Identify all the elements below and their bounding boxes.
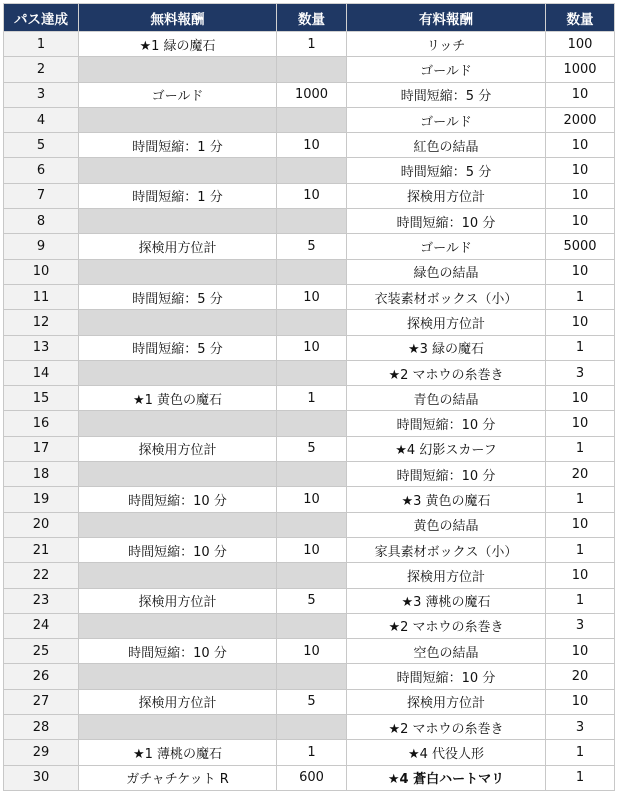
- free-reward-cell: 探検用方位計: [79, 588, 277, 613]
- table-row: [4, 462, 615, 487]
- free-reward-cell: [79, 664, 277, 689]
- free-quantity-cell: [277, 57, 347, 82]
- free-quantity-cell: [277, 411, 347, 436]
- free-reward-cell: ガチャチケット R: [79, 765, 277, 790]
- pass-level-cell: 19: [4, 487, 79, 512]
- paid-reward-cell: 時間短縮：5 分: [347, 82, 546, 107]
- free-quantity-cell: 10: [277, 335, 347, 360]
- pass-level-cell: 6: [4, 158, 79, 183]
- pass-level-cell: 16: [4, 411, 79, 436]
- table-row: [4, 57, 615, 82]
- table-row: [4, 537, 615, 562]
- table-row: [4, 360, 615, 385]
- paid-reward-cell: ★2 マホウの糸巻き: [347, 360, 546, 385]
- free-reward-cell: [79, 360, 277, 385]
- free-reward-cell: 時間短縮：5 分: [79, 335, 277, 360]
- header-free-quantity: 数量: [277, 4, 347, 32]
- free-reward-cell: ★1 緑の魔石: [79, 32, 277, 57]
- paid-reward-cell: 探検用方位計: [347, 689, 546, 714]
- free-quantity-cell: [277, 209, 347, 234]
- paid-quantity-cell: 10: [546, 411, 615, 436]
- pass-level-cell: 17: [4, 436, 79, 461]
- paid-reward-cell: 探検用方位計: [347, 183, 546, 208]
- free-reward-cell: 時間短縮：1 分: [79, 133, 277, 158]
- free-reward-cell: 探検用方位計: [79, 436, 277, 461]
- table-row: [4, 436, 615, 461]
- paid-reward-cell: 衣装素材ボックス（小）: [347, 284, 546, 309]
- pass-level-cell: 30: [4, 765, 79, 790]
- paid-quantity-cell: 10: [546, 310, 615, 335]
- paid-reward-cell: ★4 代役人形: [347, 740, 546, 765]
- free-reward-cell: 探検用方位計: [79, 234, 277, 259]
- paid-reward-cell: 緑色の結晶: [347, 259, 546, 284]
- pass-level-cell: 12: [4, 310, 79, 335]
- paid-quantity-cell: 10: [546, 386, 615, 411]
- pass-level-cell: 11: [4, 284, 79, 309]
- free-quantity-cell: 5: [277, 689, 347, 714]
- paid-reward-cell: 時間短縮：10 分: [347, 209, 546, 234]
- free-quantity-cell: 10: [277, 487, 347, 512]
- paid-reward-cell: 黄色の結晶: [347, 512, 546, 537]
- free-reward-cell: ★1 薄桃の魔石: [79, 740, 277, 765]
- paid-reward-cell: 空色の結晶: [347, 639, 546, 664]
- table-row: [4, 32, 615, 57]
- paid-reward-cell: ゴールド: [347, 107, 546, 132]
- free-quantity-cell: 10: [277, 133, 347, 158]
- paid-quantity-cell: 10: [546, 259, 615, 284]
- pass-level-cell: 27: [4, 689, 79, 714]
- table-row: [4, 107, 615, 132]
- table-row: [4, 259, 615, 284]
- free-quantity-cell: [277, 310, 347, 335]
- paid-reward-cell: ★4 幻影スカーフ: [347, 436, 546, 461]
- free-reward-cell: [79, 310, 277, 335]
- paid-quantity-cell: 1: [546, 487, 615, 512]
- pass-level-cell: 18: [4, 462, 79, 487]
- free-quantity-cell: 10: [277, 639, 347, 664]
- paid-reward-cell: 探検用方位計: [347, 310, 546, 335]
- free-quantity-cell: [277, 512, 347, 537]
- table-row: [4, 588, 615, 613]
- paid-reward-cell: 家具素材ボックス（小）: [347, 537, 546, 562]
- paid-reward-cell: ゴールド: [347, 57, 546, 82]
- paid-quantity-cell: 20: [546, 664, 615, 689]
- free-quantity-cell: [277, 613, 347, 638]
- paid-quantity-cell: 1: [546, 588, 615, 613]
- paid-quantity-cell: 10: [546, 639, 615, 664]
- free-quantity-cell: [277, 360, 347, 385]
- paid-quantity-cell: 1: [546, 335, 615, 360]
- table-row: [4, 664, 615, 689]
- free-quantity-cell: 5: [277, 436, 347, 461]
- paid-reward-cell: 探検用方位計: [347, 563, 546, 588]
- free-reward-cell: 時間短縮：1 分: [79, 183, 277, 208]
- header-pass-level: パス達成: [4, 4, 79, 32]
- pass-level-cell: 10: [4, 259, 79, 284]
- free-quantity-cell: [277, 664, 347, 689]
- free-quantity-cell: [277, 107, 347, 132]
- free-reward-cell: ★1 黄色の魔石: [79, 386, 277, 411]
- table-row: [4, 133, 615, 158]
- free-reward-cell: [79, 107, 277, 132]
- pass-level-cell: 14: [4, 360, 79, 385]
- free-quantity-cell: [277, 462, 347, 487]
- paid-quantity-cell: 3: [546, 715, 615, 740]
- table-row: [4, 689, 615, 714]
- free-reward-cell: ゴールド: [79, 82, 277, 107]
- table-row: [4, 209, 615, 234]
- table-row: [4, 765, 615, 790]
- free-quantity-cell: 1: [277, 32, 347, 57]
- header-paid-reward: 有料報酬: [347, 4, 546, 32]
- paid-reward-cell: 時間短縮：5 分: [347, 158, 546, 183]
- free-reward-cell: [79, 715, 277, 740]
- paid-quantity-cell: 1: [546, 436, 615, 461]
- paid-quantity-cell: 3: [546, 613, 615, 638]
- pass-level-cell: 24: [4, 613, 79, 638]
- free-quantity-cell: 1: [277, 740, 347, 765]
- free-reward-cell: [79, 158, 277, 183]
- paid-quantity-cell: 1: [546, 537, 615, 562]
- free-reward-cell: [79, 563, 277, 588]
- paid-reward-cell: 時間短縮：10 分: [347, 462, 546, 487]
- free-quantity-cell: [277, 563, 347, 588]
- header-row: [4, 4, 615, 32]
- paid-reward-cell: ★4 蒼白ハートマリ: [347, 765, 546, 790]
- free-quantity-cell: [277, 715, 347, 740]
- free-quantity-cell: 600: [277, 765, 347, 790]
- table-row: [4, 563, 615, 588]
- table-row: [4, 715, 615, 740]
- paid-reward-cell: 時間短縮：10 分: [347, 411, 546, 436]
- free-reward-cell: [79, 209, 277, 234]
- free-reward-cell: 時間短縮：10 分: [79, 639, 277, 664]
- pass-level-cell: 5: [4, 133, 79, 158]
- paid-quantity-cell: 10: [546, 689, 615, 714]
- table-row: [4, 183, 615, 208]
- header-paid-quantity: 数量: [546, 4, 615, 32]
- paid-quantity-cell: 10: [546, 209, 615, 234]
- free-quantity-cell: [277, 158, 347, 183]
- table-row: [4, 613, 615, 638]
- paid-quantity-cell: 20: [546, 462, 615, 487]
- free-quantity-cell: 10: [277, 183, 347, 208]
- paid-reward-cell: ★3 緑の魔石: [347, 335, 546, 360]
- pass-level-cell: 23: [4, 588, 79, 613]
- free-quantity-cell: 1: [277, 386, 347, 411]
- paid-quantity-cell: 1000: [546, 57, 615, 82]
- table-row: [4, 310, 615, 335]
- pass-level-cell: 20: [4, 512, 79, 537]
- pass-level-cell: 21: [4, 537, 79, 562]
- pass-level-cell: 2: [4, 57, 79, 82]
- header-free-reward: 無料報酬: [79, 4, 277, 32]
- paid-reward-cell: 紅色の結晶: [347, 133, 546, 158]
- free-reward-cell: 探検用方位計: [79, 689, 277, 714]
- table-row: [4, 284, 615, 309]
- pass-level-cell: 13: [4, 335, 79, 360]
- pass-level-cell: 7: [4, 183, 79, 208]
- paid-reward-cell: 時間短縮：10 分: [347, 664, 546, 689]
- free-quantity-cell: 5: [277, 588, 347, 613]
- table-row: [4, 234, 615, 259]
- paid-quantity-cell: 10: [546, 82, 615, 107]
- table-row: [4, 512, 615, 537]
- paid-quantity-cell: 5000: [546, 234, 615, 259]
- free-quantity-cell: 10: [277, 284, 347, 309]
- paid-reward-cell: 青色の結晶: [347, 386, 546, 411]
- free-reward-cell: [79, 512, 277, 537]
- free-reward-cell: [79, 259, 277, 284]
- pass-level-cell: 3: [4, 82, 79, 107]
- pass-level-cell: 4: [4, 107, 79, 132]
- table-row: [4, 411, 615, 436]
- paid-reward-cell: リッチ: [347, 32, 546, 57]
- pass-reward-table: [3, 3, 615, 791]
- pass-level-cell: 25: [4, 639, 79, 664]
- pass-level-cell: 26: [4, 664, 79, 689]
- pass-level-cell: 29: [4, 740, 79, 765]
- free-quantity-cell: 1000: [277, 82, 347, 107]
- table-row: [4, 487, 615, 512]
- table-row: [4, 82, 615, 107]
- paid-quantity-cell: 10: [546, 158, 615, 183]
- paid-quantity-cell: 100: [546, 32, 615, 57]
- pass-level-cell: 22: [4, 563, 79, 588]
- table-row: [4, 335, 615, 360]
- table-row: [4, 740, 615, 765]
- paid-reward-cell: ★3 黄色の魔石: [347, 487, 546, 512]
- pass-level-cell: 8: [4, 209, 79, 234]
- paid-quantity-cell: 10: [546, 563, 615, 588]
- paid-quantity-cell: 2000: [546, 107, 615, 132]
- paid-quantity-cell: 1: [546, 740, 615, 765]
- paid-reward-cell: ★2 マホウの糸巻き: [347, 715, 546, 740]
- free-reward-cell: [79, 57, 277, 82]
- table-row: [4, 639, 615, 664]
- paid-quantity-cell: 10: [546, 133, 615, 158]
- paid-reward-cell: ゴールド: [347, 234, 546, 259]
- free-reward-cell: [79, 613, 277, 638]
- free-quantity-cell: [277, 259, 347, 284]
- paid-quantity-cell: 10: [546, 512, 615, 537]
- pass-level-cell: 15: [4, 386, 79, 411]
- pass-level-cell: 1: [4, 32, 79, 57]
- free-reward-cell: 時間短縮：5 分: [79, 284, 277, 309]
- free-quantity-cell: 5: [277, 234, 347, 259]
- paid-quantity-cell: 3: [546, 360, 615, 385]
- paid-reward-cell: ★2 マホウの糸巻き: [347, 613, 546, 638]
- free-quantity-cell: 10: [277, 537, 347, 562]
- free-reward-cell: 時間短縮：10 分: [79, 487, 277, 512]
- free-reward-cell: [79, 411, 277, 436]
- table-row: [4, 386, 615, 411]
- pass-level-cell: 9: [4, 234, 79, 259]
- pass-level-cell: 28: [4, 715, 79, 740]
- paid-quantity-cell: 10: [546, 183, 615, 208]
- paid-quantity-cell: 1: [546, 284, 615, 309]
- table-row: [4, 158, 615, 183]
- free-reward-cell: [79, 462, 277, 487]
- paid-reward-cell: ★3 薄桃の魔石: [347, 588, 546, 613]
- free-reward-cell: 時間短縮：10 分: [79, 537, 277, 562]
- paid-quantity-cell: 1: [546, 765, 615, 790]
